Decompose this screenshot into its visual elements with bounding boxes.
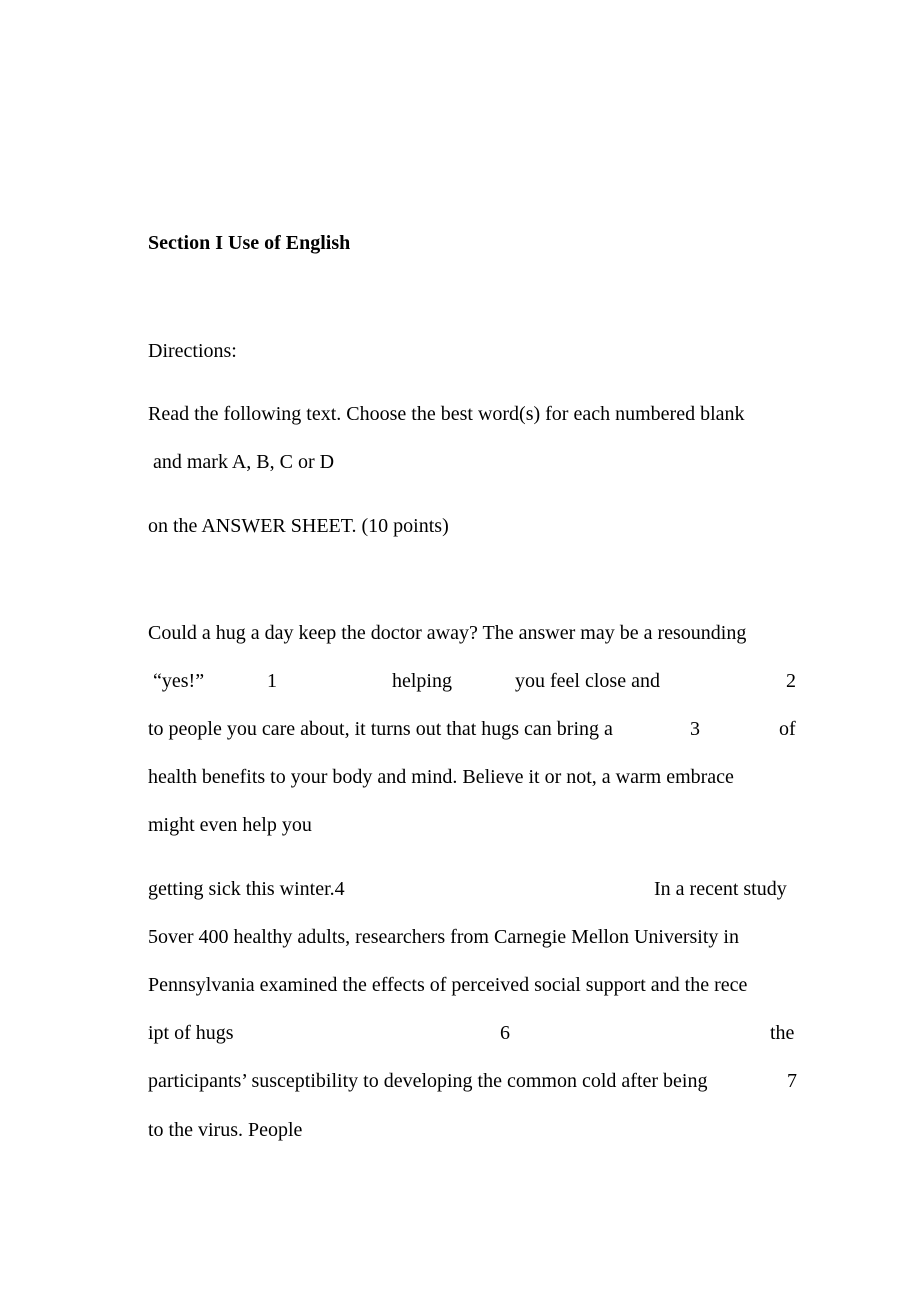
passage-line-2-part-d: you feel close and — [515, 670, 660, 692]
passage-line-5: might even help you — [148, 814, 312, 836]
blank-2: 2 — [786, 670, 796, 692]
passage-line-1: Could a hug a day keep the doctor away? The answer may be a resounding — [148, 622, 747, 644]
blank-3: 3 — [690, 718, 700, 740]
passage-line-6-part-b: In a recent study — [654, 878, 787, 900]
blank-7: 7 — [787, 1070, 797, 1092]
passage-line-11: to the virus. People — [148, 1119, 303, 1141]
directions-line-3: on the ANSWER SHEET. (10 points) — [148, 515, 449, 537]
blank-1: 1 — [267, 670, 277, 692]
passage-line-6-part-a: getting sick this winter.4 — [148, 878, 345, 900]
passage-line-9-part-a: ipt of hugs — [148, 1022, 234, 1044]
directions-line-2: and mark A, B, C or D — [148, 451, 335, 473]
passage-line-4: health benefits to your body and mind. Believe it or not, a warm embrace — [148, 766, 734, 788]
passage-line-9-part-c: the — [770, 1022, 795, 1044]
section-title: Section I Use of English — [148, 232, 351, 254]
passage-line-3-part-a: to people you care about, it turns out that hugs can bring a — [148, 718, 613, 740]
passage-line-3-part-c: of — [779, 718, 796, 740]
passage-line-7: 5over 400 healthy adults, researchers from Carnegie Mellon University in — [148, 926, 739, 948]
directions-line-1: Read the following text. Choose the best word(s) for each numbered blank — [148, 403, 745, 425]
passage-line-2-part-a: “yes!” — [153, 670, 205, 692]
blank-6: 6 — [500, 1022, 510, 1044]
passage-line-8: Pennsylvania examined the effects of perceived social support and the rece — [148, 974, 748, 996]
passage-line-10-part-a: participants’ susceptibility to developing the common cold after being — [148, 1070, 708, 1092]
passage-line-2-part-c: helping — [392, 670, 452, 692]
directions-label: Directions: — [148, 340, 237, 362]
